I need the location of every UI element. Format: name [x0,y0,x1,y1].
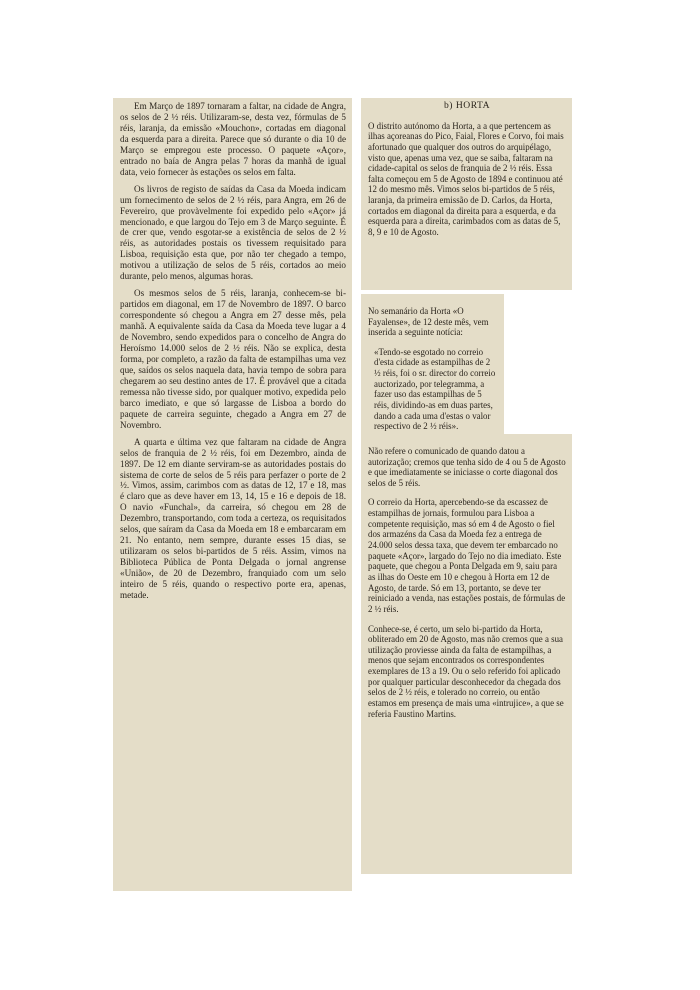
newspaper-quote-block [361,294,504,444]
paragraph-horta-intro: O distrito autónomo da Horta, a a que pertencem as ilhas açoreanas do Pico, Faial, Flores e Corvo, foi mais afortunado que qualquer dos outros do arquipélago, visto que, apenas uma vez, que se saiba, faltaram na cidade-capital os selos de franquia de 2 ½ réis. Essa falta começou em 5 de Agosto de 1894 e continuou até 12 do mesmo mês. Vimos selos bi-partidos de 5 réis, laranja, da primeira emissão de D. Carlos, da Horta, cortados em diagonal da direita para a esquerda, e da esquerda para a direita, carimbados com as datas de 5, 8, 9 e 10 de Agosto. [368,120,564,238]
right-clipping [361,98,572,874]
paragraph-mint-records: Os livros de registo de saídas da Casa da Moeda indicam um fornecimento de selos de 2 ½ réis, para Angra, em 26 de Fevereiro, que provàvelmente foi expedido pelo «Açor» já mencionado, e que largou do Tejo em 3 de Março seguinte. É de crer que, vendo esgotar-se a existência de selos de 2 ½ réis, as autoridades postais os tivessem requisitado para Lisboa, requisição esta que, por não ter chegado a tempo, motivou a utilização de selos de 5 réis, cortados ao meio durante, pelo menos, algumas horas. [120,183,346,282]
paragraph-december-1897: A quarta e última vez que faltaram na cidade de Angra selos de franquia de 2 ½ réis, foi em Dezembro, ainda de 1897. De 12 em diante serviram-se as autoridades postais do sistema de corte de selos de 5 réis para perfazer o porte de 2 ½. Vimos, assim, carimbos com as datas de 12, 17 e 18, mas é claro que as deve haver em 13, 14, 15 e 16 e depois de 18. O navio «Funchal», da carreira, só chegou em 28 de Dezembro, transportando, com toda a certeza, os requisitados selos, que saíram da Casa da Moeda em 18 e embarcaram em 21. No entanto, nem sempre, durante esses 15 dias, se utilizaram os selos bi-partidos de 5 réis. Assim, vimos na Biblioteca Pública de Ponta Delgada o jornal angrense «União», de 20 de Dezembro, franquiado com um selo inteiro de 5 réis, quando o respectivo porte era, apenas, metade. [120,436,346,600]
paragraph-march-1897: Em Março de 1897 tornaram a faltar, na cidade de Angra, os selos de 2 ½ réis. Utilizaram-se, desta vez, fórmulas de 5 réis, laranja, da emissão «Mouchon», cortadas em diagonal da esquerda para a direita. Parece que só durante o dia 10 de Março se empregou este processo. O paquete «Açor», entrado no baía de Angra pelas 7 horas da manhã de igual data, veio fornecer às estações os selos em falta. [120,101,346,177]
section-heading: b) HORTA [443,100,491,111]
horta-intro-block [361,98,572,290]
paragraph-newspaper: No semanário da Horta «O Fayalense», de 12 deste mês, vem inserida a seguinte notícia: [368,305,489,338]
paragraph-authorization: Não refere o comunicado de quando datou a autorização; cremos que tenha sido de 4 ou 5 de Agosto e que imediatamente se iniciasse o corte diagonal dos selos de 5 réis. [368,445,566,488]
horta-closing-block [361,434,572,874]
paragraph-requisition: O correio da Horta, apercebendo-se da escassez de estampilhas de jornais, formulou para Lisboa a competente requisição, mas só em 4 de Agosto o fiel dos armazéns da Casa da Moeda fez a entrega de 24.000 selos dessa taxa, que devem ter embarcado no paquete «Açor», largado do Tejo no dia imediato. Este paquete, que chegou a Ponta Delgada em 9, saiu para as ilhas do Oeste em 10 e chegou à Horta em 12 de Agosto, de tarde. Só em 13, portanto, se deve ter reiniciado a venda, nas estações postais, de fórmulas de 2 ½ réis. [368,497,566,614]
paragraph-november-1897: Os mesmos selos de 5 réis, laranja, conhecem-se bi-partidos em diagonal, em 17 de Novembro de 1897. O barco correspondente só chegou a Angra em 27 desse mês, pela manhã. A equivalente saída da Casa da Moeda teve lugar a 4 de Novembro, sendo expedidos para o concelho de Angra do Heroísmo 14.000 selos de 2 ½ réis. Não se explica, desta forma, por completo, a razão da falta de estampilhas uma vez que, saídos os selos naquela data, havia tempo de sobra para chegarem ao seu destino antes de 17. É provável que a citada remessa não tivesse sido, por qualquer motivo, expedida pelo barco imediato, e que só largasse de Lisboa a bordo do paquete de carreira seguinte, chegado a Angra em 27 de Novembro. [120,288,346,430]
paragraph-bipartite-stamp: Conhece-se, é certo, um selo bi-partido da Horta, obliterado em 20 de Agosto, mas não cremos que a sua utilização proviesse ainda da falta de estampilhas, a menos que sejam encontrados os correspondentes exemplares de 13 a 19. Ou o selo referido foi aplicado por qualquer particular desconhecedor da chegada dos selos de 2 ½ réis, e tolerado no correio, ou então estamos em presença de mais uma «intrujice», a que se referia Faustino Martins. [368,623,564,719]
newspaper-quote: «Tendo-se esgotado no correio d'esta cidade as estampilhas de 2 ½ réis, foi o sr. director do correio auctorizado, por telegramma, a fazer uso das estampilhas de 5 réis, dividindo-as em duas partes, dando a cada uma d'estas o valor respectivo de 2 ½ réis». [374,346,496,432]
left-clipping [113,98,352,891]
